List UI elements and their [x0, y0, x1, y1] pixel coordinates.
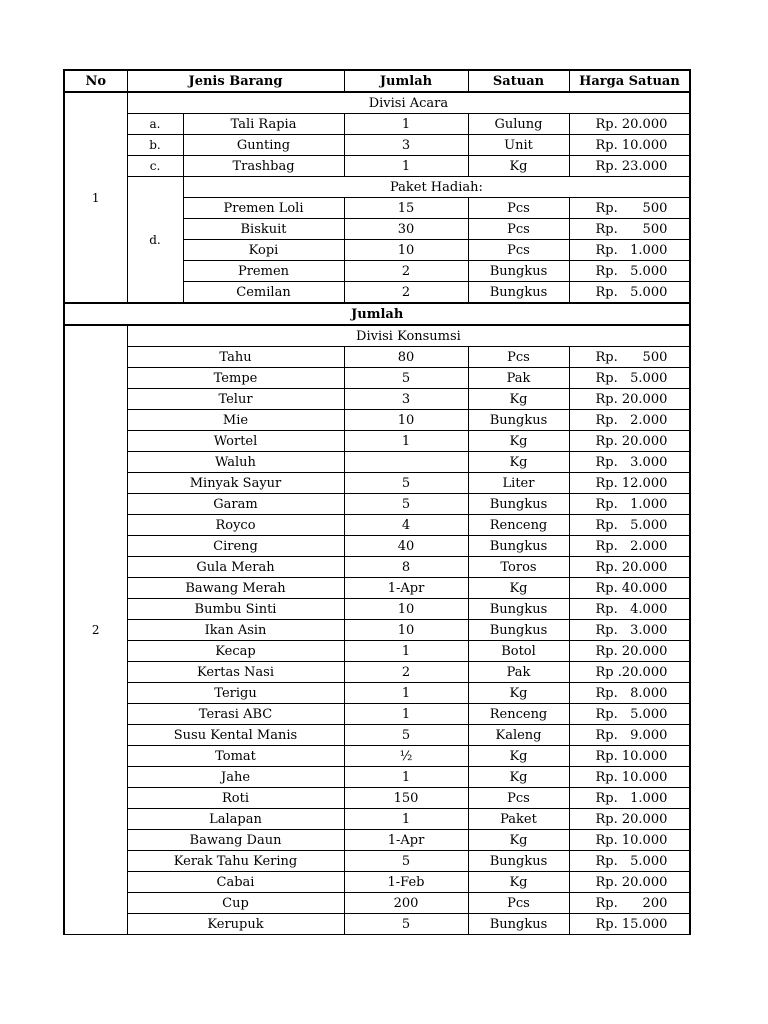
- item-qty: 1: [344, 431, 468, 452]
- currency-label: Rp.: [595, 475, 618, 491]
- price-value: 20.000: [621, 643, 668, 659]
- currency-label: Rp.: [595, 538, 618, 554]
- item-qty: 2: [344, 662, 468, 683]
- item-name: Kerak Tahu Kering: [127, 851, 344, 872]
- currency-label: Rp.: [595, 769, 618, 785]
- price-value: 4.000: [630, 601, 668, 617]
- item-name: Kerupuk: [127, 914, 344, 935]
- item-unit: Bungkus: [468, 282, 569, 304]
- currency-label: Rp.: [595, 412, 618, 428]
- price-cell: [569, 347, 690, 368]
- table-row: [64, 662, 690, 683]
- item-qty: 2: [344, 282, 468, 304]
- item-qty: 1: [344, 641, 468, 662]
- section-title: Divisi Acara: [127, 92, 690, 114]
- item-name: Terigu: [127, 683, 344, 704]
- price-value: 8.000: [630, 685, 668, 701]
- price-cell: [569, 368, 690, 389]
- row-number: 1: [64, 92, 127, 303]
- price-value: 5.000: [630, 284, 668, 300]
- item-unit: Kg: [468, 683, 569, 704]
- price-cell: [569, 851, 690, 872]
- table-row: [64, 368, 690, 389]
- item-unit: Toros: [468, 557, 569, 578]
- item-name: Cireng: [127, 536, 344, 557]
- table-row: [64, 620, 690, 641]
- currency-label: Rp.: [595, 433, 618, 449]
- item-unit: Bungkus: [468, 599, 569, 620]
- price-cell: [569, 767, 690, 788]
- table-row: [64, 767, 690, 788]
- currency-label: Rp.: [595, 116, 618, 132]
- table-row: [64, 156, 690, 177]
- currency-label: Rp.: [595, 601, 618, 617]
- price-value: 1.000: [630, 242, 668, 258]
- currency-label: Rp.: [595, 874, 618, 890]
- item-unit: Pcs: [468, 240, 569, 261]
- price-value: 3.000: [630, 454, 668, 470]
- jumlah-row: [64, 303, 690, 325]
- header-row: [64, 70, 690, 92]
- price-cell: [569, 389, 690, 410]
- currency-label: Rp.: [595, 158, 618, 174]
- item-unit: Kaleng: [468, 725, 569, 746]
- item-unit: Pak: [468, 662, 569, 683]
- item-name: Gunting: [183, 135, 344, 156]
- item-letter: a.: [127, 114, 183, 135]
- price-value: 20.000: [621, 433, 668, 449]
- item-qty: 10: [344, 240, 468, 261]
- table-row: [64, 725, 690, 746]
- item-unit: Pcs: [468, 788, 569, 809]
- item-name: Ikan Asin: [127, 620, 344, 641]
- item-letter: b.: [127, 135, 183, 156]
- price-cell: [569, 620, 690, 641]
- currency-label: Rp.: [595, 263, 618, 279]
- item-qty: 3: [344, 135, 468, 156]
- item-qty: 40: [344, 536, 468, 557]
- currency-label: Rp.: [595, 391, 618, 407]
- table-row: [64, 599, 690, 620]
- item-unit: Bungkus: [468, 851, 569, 872]
- price-cell: [569, 830, 690, 851]
- item-name: Biskuit: [183, 219, 344, 240]
- item-qty: 4: [344, 515, 468, 536]
- item-qty: 1-Feb: [344, 872, 468, 893]
- item-qty: 200: [344, 893, 468, 914]
- item-unit: Kg: [468, 578, 569, 599]
- item-name: Mie: [127, 410, 344, 431]
- price-cell: [569, 494, 690, 515]
- item-unit: Botol: [468, 641, 569, 662]
- currency-label: Rp.: [595, 748, 618, 764]
- currency-label: Rp.: [595, 895, 618, 911]
- item-letter: d.: [127, 177, 183, 304]
- item-name: Trashbag: [183, 156, 344, 177]
- table-row: [64, 746, 690, 767]
- item-qty: 3: [344, 389, 468, 410]
- currency-label: Rp .: [595, 664, 622, 680]
- price-cell: [569, 578, 690, 599]
- currency-label: Rp.: [595, 496, 618, 512]
- price-cell: [569, 410, 690, 431]
- table-row: [64, 494, 690, 515]
- price-value: 5.000: [630, 853, 668, 869]
- item-qty: 1: [344, 767, 468, 788]
- item-unit: Liter: [468, 473, 569, 494]
- subsection-title-row: [64, 177, 690, 198]
- price-value: 20.000: [621, 116, 668, 132]
- item-name: Jahe: [127, 767, 344, 788]
- price-value: 500: [642, 221, 668, 237]
- table-row: [64, 641, 690, 662]
- table-row: [64, 389, 690, 410]
- price-cell: [569, 725, 690, 746]
- price-value: 500: [642, 200, 668, 216]
- price-cell: [569, 515, 690, 536]
- item-unit: Pcs: [468, 198, 569, 219]
- item-name: Premen: [183, 261, 344, 282]
- price-cell: [569, 788, 690, 809]
- price-value: 10.000: [621, 769, 668, 785]
- price-cell: [569, 599, 690, 620]
- item-unit: Bungkus: [468, 620, 569, 641]
- price-cell: [569, 683, 690, 704]
- item-name: Kecap: [127, 641, 344, 662]
- currency-label: Rp.: [595, 853, 618, 869]
- item-unit: Bungkus: [468, 261, 569, 282]
- item-qty: 1-Apr: [344, 830, 468, 851]
- section-title-row: [64, 325, 690, 347]
- item-name: Tempe: [127, 368, 344, 389]
- jumlah-label: Jumlah: [64, 303, 690, 325]
- currency-label: Rp.: [595, 284, 618, 300]
- price-cell: [569, 641, 690, 662]
- item-name: Minyak Sayur: [127, 473, 344, 494]
- section-title-row: [64, 92, 690, 114]
- price-cell: [569, 219, 690, 240]
- currency-label: Rp.: [595, 454, 618, 470]
- item-unit: Pcs: [468, 219, 569, 240]
- item-qty: 5: [344, 851, 468, 872]
- item-name: Tomat: [127, 746, 344, 767]
- item-unit: Renceng: [468, 704, 569, 725]
- item-unit: Kg: [468, 830, 569, 851]
- item-name: Roti: [127, 788, 344, 809]
- price-cell: [569, 914, 690, 935]
- item-name: Kopi: [183, 240, 344, 261]
- row-number: 2: [64, 325, 127, 935]
- price-cell: [569, 282, 690, 304]
- item-name: Premen Loli: [183, 198, 344, 219]
- currency-label: Rp.: [595, 622, 618, 638]
- currency-label: Rp.: [595, 685, 618, 701]
- price-cell: [569, 240, 690, 261]
- item-qty: 15: [344, 198, 468, 219]
- item-qty: 5: [344, 494, 468, 515]
- currency-label: Rp.: [595, 221, 618, 237]
- item-qty: 5: [344, 368, 468, 389]
- currency-label: Rp.: [595, 370, 618, 386]
- item-unit: Kg: [468, 431, 569, 452]
- item-unit: Unit: [468, 135, 569, 156]
- item-unit: Bungkus: [468, 494, 569, 515]
- currency-label: Rp.: [595, 706, 618, 722]
- price-cell: [569, 431, 690, 452]
- price-value: 2.000: [630, 412, 668, 428]
- item-qty: 1: [344, 114, 468, 135]
- price-value: 10.000: [621, 748, 668, 764]
- price-value: 2.000: [630, 538, 668, 554]
- item-unit: Kg: [468, 767, 569, 788]
- price-cell: [569, 557, 690, 578]
- item-qty: 10: [344, 620, 468, 641]
- budget-table: [63, 69, 691, 935]
- item-unit: Kg: [468, 872, 569, 893]
- table-row: [64, 536, 690, 557]
- currency-label: Rp.: [595, 580, 618, 596]
- price-cell: [569, 893, 690, 914]
- table-row: [64, 914, 690, 935]
- currency-label: Rp.: [595, 790, 618, 806]
- currency-label: Rp.: [595, 643, 618, 659]
- price-value: 20.000: [621, 664, 668, 680]
- price-value: 500: [642, 349, 668, 365]
- table-row: [64, 704, 690, 725]
- header-harga-satuan: Harga Satuan: [569, 70, 690, 92]
- item-qty: 80: [344, 347, 468, 368]
- table-row: [64, 473, 690, 494]
- price-value: 23.000: [621, 158, 668, 174]
- currency-label: Rp.: [595, 137, 618, 153]
- price-cell: [569, 135, 690, 156]
- item-unit: Kg: [468, 389, 569, 410]
- currency-label: Rp.: [595, 517, 618, 533]
- item-unit: Bungkus: [468, 914, 569, 935]
- price-cell: [569, 473, 690, 494]
- price-cell: [569, 156, 690, 177]
- table-row: [64, 809, 690, 830]
- header-no: No: [64, 70, 127, 92]
- item-name: Terasi ABC: [127, 704, 344, 725]
- item-qty: 5: [344, 473, 468, 494]
- section-title: Divisi Konsumsi: [127, 325, 690, 347]
- item-qty: 5: [344, 725, 468, 746]
- table-row: [64, 114, 690, 135]
- currency-label: Rp.: [595, 559, 618, 575]
- item-qty: 10: [344, 410, 468, 431]
- currency-label: Rp.: [595, 349, 618, 365]
- table-row: [64, 788, 690, 809]
- item-qty: 5: [344, 914, 468, 935]
- item-unit: Kg: [468, 452, 569, 473]
- price-cell: [569, 452, 690, 473]
- item-name: Kertas Nasi: [127, 662, 344, 683]
- table-row: [64, 851, 690, 872]
- price-value: 20.000: [621, 874, 668, 890]
- item-unit: Paket: [468, 809, 569, 830]
- item-unit: Pcs: [468, 893, 569, 914]
- table-row: [64, 135, 690, 156]
- item-name: Gula Merah: [127, 557, 344, 578]
- currency-label: Rp.: [595, 727, 618, 743]
- price-value: 5.000: [630, 517, 668, 533]
- price-value: 20.000: [621, 811, 668, 827]
- item-qty: 1: [344, 683, 468, 704]
- item-name: Garam: [127, 494, 344, 515]
- item-unit: Bungkus: [468, 536, 569, 557]
- price-value: 10.000: [621, 832, 668, 848]
- header-jenis-barang: Jenis Barang: [127, 70, 344, 92]
- item-unit: Pak: [468, 368, 569, 389]
- item-name: Cabai: [127, 872, 344, 893]
- table-row: [64, 347, 690, 368]
- item-qty: 1: [344, 809, 468, 830]
- item-unit: Renceng: [468, 515, 569, 536]
- price-value: 20.000: [621, 559, 668, 575]
- item-qty: 150: [344, 788, 468, 809]
- header-jumlah: Jumlah: [344, 70, 468, 92]
- table-row: [64, 830, 690, 851]
- price-cell: [569, 872, 690, 893]
- table-row: [64, 410, 690, 431]
- table-row: [64, 683, 690, 704]
- price-value: 1.000: [630, 790, 668, 806]
- table-row: [64, 578, 690, 599]
- item-unit: Kg: [468, 156, 569, 177]
- price-cell: [569, 809, 690, 830]
- price-cell: [569, 114, 690, 135]
- item-qty: 2: [344, 261, 468, 282]
- item-unit: Pcs: [468, 347, 569, 368]
- price-value: 5.000: [630, 706, 668, 722]
- subsection-title: Paket Hadiah:: [183, 177, 690, 198]
- price-value: 200: [642, 895, 668, 911]
- item-name: Bawang Daun: [127, 830, 344, 851]
- price-value: 15.000: [621, 916, 668, 932]
- item-name: Cemilan: [183, 282, 344, 304]
- currency-label: Rp.: [595, 200, 618, 216]
- price-cell: [569, 261, 690, 282]
- table-row: [64, 893, 690, 914]
- item-unit: Kg: [468, 746, 569, 767]
- item-name: Susu Kental Manis: [127, 725, 344, 746]
- price-cell: [569, 536, 690, 557]
- price-value: 3.000: [630, 622, 668, 638]
- item-letter: c.: [127, 156, 183, 177]
- table-row: [64, 515, 690, 536]
- item-qty: 1-Apr: [344, 578, 468, 599]
- item-name: Waluh: [127, 452, 344, 473]
- item-qty: 30: [344, 219, 468, 240]
- table-row: [64, 557, 690, 578]
- item-qty: 8: [344, 557, 468, 578]
- currency-label: Rp.: [595, 916, 618, 932]
- item-name: Tali Rapia: [183, 114, 344, 135]
- item-qty: 1: [344, 156, 468, 177]
- currency-label: Rp.: [595, 811, 618, 827]
- price-value: 40.000: [621, 580, 668, 596]
- item-name: Bumbu Sinti: [127, 599, 344, 620]
- price-value: 5.000: [630, 263, 668, 279]
- item-name: Wortel: [127, 431, 344, 452]
- item-name: Bawang Merah: [127, 578, 344, 599]
- item-qty: ½: [344, 746, 468, 767]
- price-cell: [569, 746, 690, 767]
- item-qty: 1: [344, 704, 468, 725]
- price-value: 1.000: [630, 496, 668, 512]
- item-name: Lalapan: [127, 809, 344, 830]
- price-value: 9.000: [630, 727, 668, 743]
- item-qty: 10: [344, 599, 468, 620]
- currency-label: Rp.: [595, 832, 618, 848]
- header-satuan: Satuan: [468, 70, 569, 92]
- table-row: [64, 872, 690, 893]
- item-qty: [344, 452, 468, 473]
- price-cell: [569, 662, 690, 683]
- item-name: Cup: [127, 893, 344, 914]
- item-name: Tahu: [127, 347, 344, 368]
- table-row: [64, 452, 690, 473]
- price-value: 12.000: [621, 475, 668, 491]
- price-value: 20.000: [621, 391, 668, 407]
- item-unit: Gulung: [468, 114, 569, 135]
- price-cell: [569, 198, 690, 219]
- price-value: 5.000: [630, 370, 668, 386]
- price-cell: [569, 704, 690, 725]
- item-unit: Bungkus: [468, 410, 569, 431]
- item-name: Telur: [127, 389, 344, 410]
- table-row: [64, 431, 690, 452]
- currency-label: Rp.: [595, 242, 618, 258]
- item-name: Royco: [127, 515, 344, 536]
- price-value: 10.000: [621, 137, 668, 153]
